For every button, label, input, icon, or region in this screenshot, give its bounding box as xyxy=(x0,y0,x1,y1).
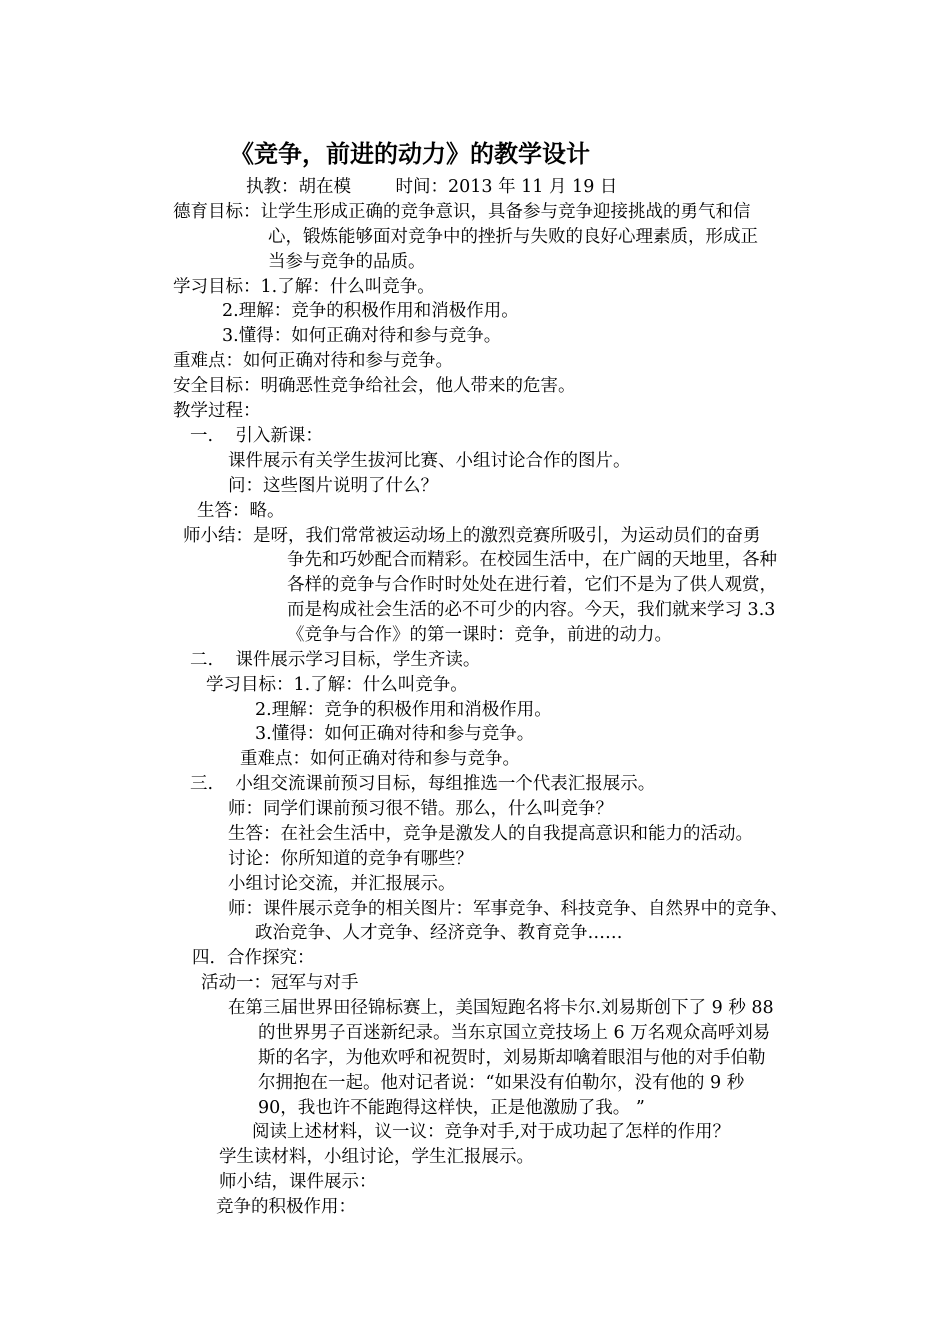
text-line: 心，锻炼能够面对竞争中的挫折与失败的良好心理素质，形成正 xyxy=(268,227,758,247)
text-line: 教学过程： xyxy=(173,401,261,421)
text-line: 重难点：如何正确对待和参与竞争。 xyxy=(240,749,520,769)
text-line: 政治竞争、人才竞争、经济竞争、教育竞争…… xyxy=(255,923,623,943)
text-line: 竞争的积极作用： xyxy=(216,1197,356,1217)
page-title: 《竞争，前进的动力》的教学设计 xyxy=(230,140,590,168)
text-line: 学习目标：1.了解：什么叫竞争。 xyxy=(206,675,468,695)
text-line: 3.懂得：如何正确对待和参与竞争。 xyxy=(222,326,502,346)
text-line: 课件展示有关学生拔河比赛、小组讨论合作的图片。 xyxy=(228,451,631,471)
text-line: 讨论：你所知道的竞争有哪些？ xyxy=(228,849,473,869)
text-line: 小组讨论交流，并汇报展示。 xyxy=(228,874,456,894)
text-line: 问：这些图片说明了什么？ xyxy=(228,476,438,496)
text-line: 而是构成社会生活的必不可少的内容。今天，我们就来学习 3.3 xyxy=(287,600,776,620)
text-line: 学习目标：1.了解：什么叫竞争。 xyxy=(173,277,435,297)
text-line: 争先和巧妙配合而精彩。在校园生活中，在广阔的天地里，各种 xyxy=(287,550,777,570)
text-line: 生答：在社会生活中，竞争是激发人的自我提高意识和能力的活动。 xyxy=(228,824,753,844)
text-line: 2.理解：竞争的积极作用和消极作用。 xyxy=(255,700,552,720)
section-heading: 三. 小组交流课前预习目标，每组推选一个代表汇报展示。 xyxy=(190,774,656,794)
text-line: 3.懂得：如何正确对待和参与竞争。 xyxy=(255,724,535,744)
text-line: 各样的竞争与合作时时处处在进行着，它们不是为了供人观赏， xyxy=(287,575,777,595)
text-line: 尔拥抱在一起。他对记者说：“如果没有伯勒尔，没有他的 9 秒 xyxy=(258,1073,745,1093)
text-line: 活动一：冠军与对手 xyxy=(201,973,359,993)
text-line: 《竞争与合作》的第一课时：竞争，前进的动力。 xyxy=(287,625,672,645)
text-line: 当参与竞争的品质。 xyxy=(268,252,426,272)
text-line: 师：课件展示竞争的相关图片：军事竞争、科技竞争、自然界中的竞争、 xyxy=(228,899,788,919)
byline: 执教：胡在模 时间：2013 年 11 月 19 日 xyxy=(246,177,618,197)
text-line: 师小结，课件展示： xyxy=(219,1172,377,1192)
section-heading: 二. 课件展示学习目标，学生齐读。 xyxy=(190,650,481,670)
text-line: 德育目标：让学生形成正确的竞争意识，具备参与竞争迎接挑战的勇气和信 xyxy=(173,202,751,222)
text-line: 师：同学们课前预习很不错。那么，什么叫竞争？ xyxy=(228,799,613,819)
text-line: 重难点：如何正确对待和参与竞争。 xyxy=(173,351,453,371)
section-heading: 一. 引入新课： xyxy=(190,426,323,446)
text-line: 斯的名字，为他欢呼和祝贺时，刘易斯却噙着眼泪与他的对手伯勒 xyxy=(258,1048,766,1068)
text-line: 安全目标：明确恶性竞争给社会，他人带来的危害。 xyxy=(173,376,576,396)
text-line: 90，我也许不能跑得这样快，正是他激励了我。 ” xyxy=(258,1098,645,1118)
text-line: 2.理解：竞争的积极作用和消极作用。 xyxy=(222,301,519,321)
text-line: 在第三届世界田径锦标赛上，美国短跑名将卡尔.刘易斯创下了 9 秒 88 xyxy=(228,998,774,1018)
text-line: 师小结：是呀，我们常常被运动场上的激烈竞赛所吸引，为运动员们的奋勇 xyxy=(183,526,761,546)
text-line: 阅读上述材料，议一议：竞争对手,对于成功起了怎样的作用？ xyxy=(252,1122,731,1142)
text-line: 生答：略。 xyxy=(197,501,285,521)
text-line: 的世界男子百迷新纪录。当东京国立竞技场上 6 万名观众高呼刘易 xyxy=(258,1023,771,1043)
text-line: 学生读材料，小组讨论，学生汇报展示。 xyxy=(219,1147,534,1167)
section-heading: 四．合作探究： xyxy=(192,948,315,968)
